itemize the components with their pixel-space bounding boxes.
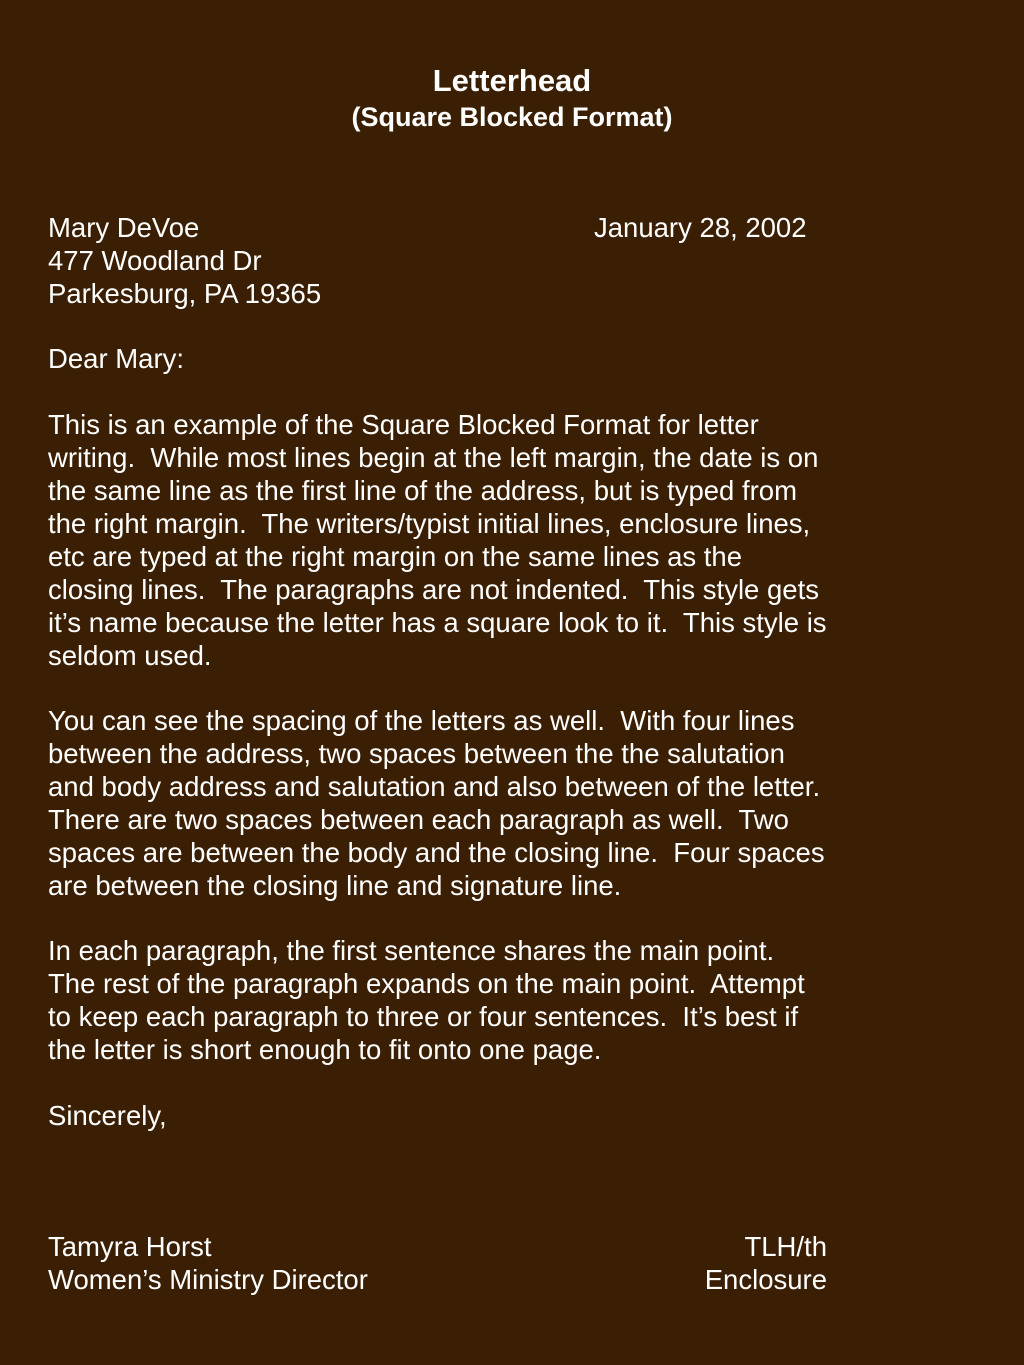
paragraph-line: etc are typed at the right margin on the same lines as the bbox=[48, 541, 742, 572]
typist-initials: TLH/th bbox=[744, 1231, 827, 1262]
paragraph-line: and body address and salutation and also between of the letter. bbox=[48, 771, 821, 802]
paragraph-line: the right margin. The writers/typist initial lines, enclosure lines, bbox=[48, 508, 811, 539]
paragraph-line: closing lines. The paragraphs are not indented. This style gets bbox=[48, 574, 819, 605]
enclosure-notation: Enclosure bbox=[704, 1264, 827, 1295]
paragraph-line: the same line as the first line of the address, but is typed from bbox=[48, 475, 797, 506]
paragraph-line: seldom used. bbox=[48, 640, 212, 671]
recipient-street: 477 Woodland Dr bbox=[48, 245, 262, 276]
signature-title: Women’s Ministry Director bbox=[48, 1264, 368, 1295]
letter-date: January 28, 2002 bbox=[594, 212, 807, 243]
recipient-name: Mary DeVoe bbox=[48, 212, 200, 243]
paragraph-line: between the address, two spaces between the the salutation bbox=[48, 738, 785, 769]
paragraph-line: the letter is short enough to fit onto one page. bbox=[48, 1034, 602, 1065]
letterhead-header bbox=[0, 62, 1024, 134]
paragraph-line: This is an example of the Square Blocked Format for letter bbox=[48, 409, 759, 440]
signature-name: Tamyra Horst bbox=[48, 1231, 212, 1262]
closing: Sincerely, bbox=[48, 1100, 167, 1131]
paragraph-line: In each paragraph, the first sentence shares the main point. bbox=[48, 935, 775, 966]
paragraph-line: The rest of the paragraph expands on the main point. Attempt bbox=[48, 968, 805, 999]
salutation: Dear Mary: bbox=[48, 343, 184, 374]
paragraph-line: to keep each paragraph to three or four sentences. It’s best if bbox=[48, 1001, 799, 1032]
paragraph-line: There are two spaces between each paragraph as well. Two bbox=[48, 804, 789, 835]
paragraph-line: it’s name because the letter has a square look to it. This style is bbox=[48, 607, 827, 638]
paragraph-line: writing. While most lines begin at the left margin, the date is on bbox=[48, 442, 819, 473]
paragraph-line: are between the closing line and signature line. bbox=[48, 870, 622, 901]
paragraph-line: You can see the spacing of the letters as well. With four lines bbox=[48, 705, 795, 736]
recipient-city: Parkesburg, PA 19365 bbox=[48, 278, 322, 309]
letterhead-subtitle: (Square Blocked Format) bbox=[351, 102, 673, 132]
paragraph-line: spaces are between the body and the closing line. Four spaces bbox=[48, 837, 825, 868]
letterhead-title: Letterhead bbox=[432, 63, 592, 98]
